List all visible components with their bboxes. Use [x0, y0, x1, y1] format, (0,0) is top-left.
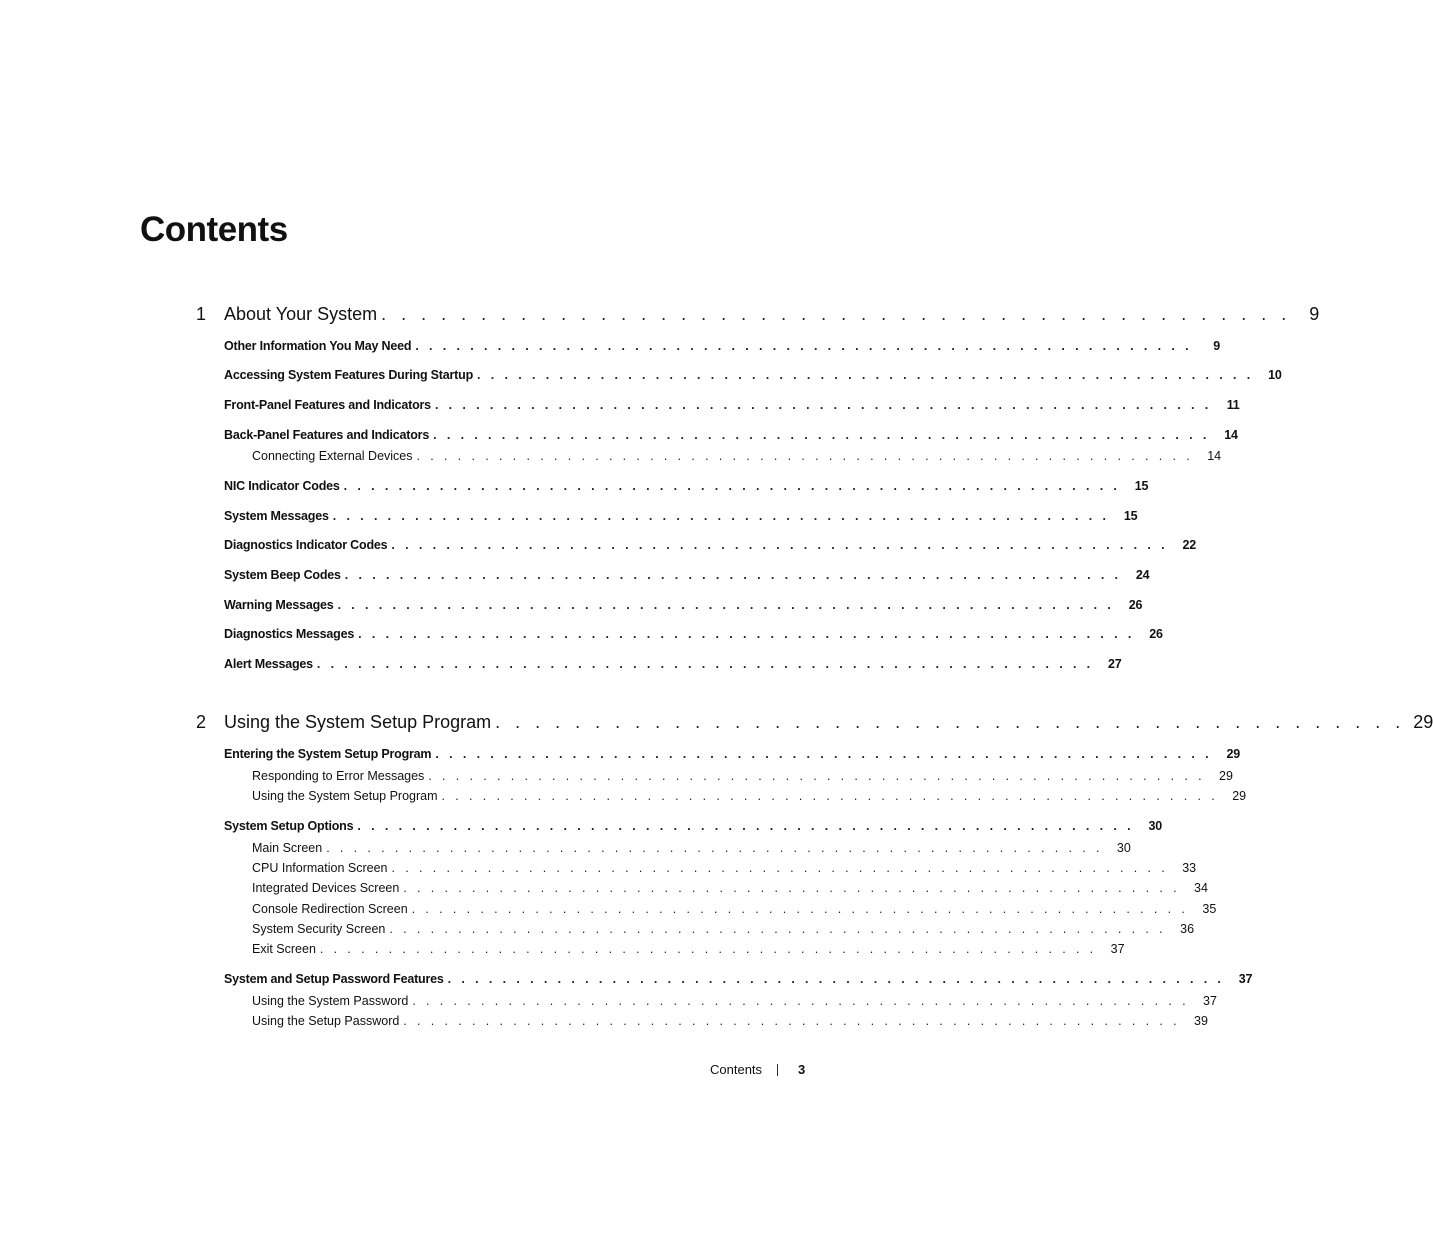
entry-title: System Setup Options — [224, 819, 354, 833]
toc-entry[interactable] — [224, 657, 1122, 675]
dot-leader: . . . . . . . . . . . . . . . . . . . . . . . . . . . . . . . . . . . . . . . . . . . . . . . . . . . . . . . . . — [435, 747, 1212, 761]
chapter-page: 29 — [1413, 712, 1433, 732]
entry-page: 22 — [1182, 538, 1197, 552]
entry-title: System Security Screen — [252, 922, 386, 936]
entry-page: 29 — [1232, 789, 1247, 803]
dot-leader: . . . . . . . . . . . . . . . . . . . . . . . . . . . . . . . . . . . . . . . . . . . . . . . . . . . . . . . . . — [477, 368, 1254, 382]
entry-title: Console Redirection Screen — [252, 902, 408, 916]
entry-title: Diagnostics Messages — [224, 627, 355, 641]
entry-title: Exit Screen — [252, 942, 316, 956]
toc-entry[interactable] — [224, 479, 1149, 497]
entry-title: NIC Indicator Codes — [224, 479, 340, 493]
entry-page: 14 — [1224, 428, 1238, 442]
entry-title: Other Information You May Need — [224, 339, 412, 353]
entry-page: 39 — [1194, 1014, 1208, 1028]
entry-page: 15 — [1123, 509, 1138, 523]
dot-leader: . . . . . . . . . . . . . . . . . . . . . . . . . . . . . . . . . . . . . . . . . . . . . . . . . . . . . . . . . — [412, 994, 1189, 1008]
entry-page: 9 — [1213, 339, 1220, 353]
toc-entry[interactable] — [224, 568, 1150, 586]
entry-page: 29 — [1226, 747, 1240, 761]
dot-leader: . . . . . . . . . . . . . . . . . . . . . . . . . . . . . . . . . . . . . . . . . . . . . . . . . . . . . . . . . — [411, 902, 1189, 916]
toc-subentry[interactable] — [252, 841, 1131, 859]
entry-title: Back-Panel Features and Indicators — [224, 428, 430, 442]
entry-page: 37 — [1203, 994, 1217, 1008]
entry-title: Using the System Password — [252, 994, 409, 1008]
chapter-title: About Your System — [224, 304, 378, 324]
dot-leader: . . . . . . . . . . . . . . . . . . . . . . . . . . . . . . . . . . . . . . . . . . . . . . . . . . . . . . . . . — [319, 942, 1097, 956]
dot-leader: . . . . . . . . . . . . . . . . . . . . . . . . . . . . . . . . . . . . . . . . . . . . . . . . . . . . . . . . . — [357, 819, 1134, 833]
entry-title: Entering the System Setup Program — [224, 747, 432, 761]
toc-entry[interactable] — [224, 627, 1163, 645]
toc-subentry[interactable] — [252, 994, 1217, 1012]
toc-entry[interactable] — [224, 747, 1240, 765]
dot-leader: . . . . . . . . . . . . . . . . . . . . . . . . . . . . . . . . . . . . . . . . . . . . . . . . . . . . . . . . . — [403, 1014, 1180, 1028]
entry-page: 30 — [1116, 841, 1131, 855]
entry-title: System Messages — [224, 509, 329, 523]
toc-subentry[interactable] — [252, 902, 1217, 920]
entry-title: Connecting External Devices — [252, 449, 413, 463]
dot-leader: . . . . . . . . . . . . . . . . . . . . . . . . . . . . . . . . . . . . . . . . . . . . . . . . . . . . . . . . . — [358, 627, 1135, 641]
dot-leader: . . . . . . . . . . . . . . . . . . . . . . . . . . . . . . . . . . . . . . . . . . . . . . . . . . . . . . . . . — [415, 339, 1192, 353]
footer-label: Contents — [710, 1062, 763, 1077]
chapter-number: 1 — [196, 304, 207, 324]
entry-page: 24 — [1135, 568, 1150, 582]
entry-page: 26 — [1128, 598, 1143, 612]
dot-leader: . . . . . . . . . . . . . . . . . . . . . . . . . . . . . . . . . . . . . . . . . . . . . . . . . . . . . . . . . — [433, 428, 1210, 442]
entry-page: 11 — [1226, 398, 1240, 412]
dot-leader: . . . . . . . . . . . . . . . . . . . . . . . . . . . . . . . . . . . . . . . . . . . . . . . . . . . . . . . . . — [316, 657, 1094, 671]
dot-leader: . . . . . . . . . . . . . . . . . . . . . . . . . . . . . . . . . . . . . . . . . . . . . . . . . . . . . . . . . — [389, 922, 1167, 936]
toc-subentry[interactable] — [252, 942, 1125, 960]
entry-title: CPU Information Screen — [252, 861, 388, 875]
dot-leader: . . . . . . . . . . . . . . . . . . . . . . . . . . . . . . . . . . . . . . . . . . . . . . — [495, 712, 1406, 732]
chapter-number: 2 — [196, 712, 207, 732]
toc-subentry[interactable] — [252, 881, 1208, 899]
entry-page: 36 — [1180, 922, 1195, 936]
dot-leader: . . . . . . . . . . . . . . . . . . . . . . . . . . . . . . . . . . . . . . . . . . . . . . . . . . . . . . . . . — [343, 479, 1121, 493]
entry-title: Warning Messages — [224, 598, 334, 612]
entry-page: 33 — [1182, 861, 1197, 875]
dot-leader: . . . . . . . . . . . . . . . . . . . . . . . . . . . . . . . . . . . . . . . . . . . . . . — [381, 304, 1292, 324]
entry-page: 29 — [1219, 769, 1233, 783]
toc-subentry[interactable] — [252, 449, 1222, 467]
entry-title: Diagnostics Indicator Codes — [224, 538, 388, 552]
entry-title: Using the System Setup Program — [252, 789, 438, 803]
entry-page: 37 — [1110, 942, 1125, 956]
entry-title: Front-Panel Features and Indicators — [224, 398, 431, 412]
toc-entry[interactable] — [224, 819, 1162, 837]
dot-leader: . . . . . . . . . . . . . . . . . . . . . . . . . . . . . . . . . . . . . . . . . . . . . . . . . . . . . . . . . — [391, 861, 1169, 875]
dot-leader: . . . . . . . . . . . . . . . . . . . . . . . . . . . . . . . . . . . . . . . . . . . . . . . . . . . . . . . . . — [428, 769, 1205, 783]
entry-page: 27 — [1108, 657, 1122, 671]
entry-title: System and Setup Password Features — [224, 972, 444, 986]
entry-title: Responding to Error Messages — [252, 769, 425, 783]
entry-title: Using the Setup Password — [252, 1014, 400, 1028]
chapter-title: Using the System Setup Program — [224, 712, 492, 732]
toc-subentry[interactable] — [252, 769, 1233, 787]
entry-page: 37 — [1238, 972, 1253, 986]
dot-leader: . . . . . . . . . . . . . . . . . . . . . . . . . . . . . . . . . . . . . . . . . . . . . . . . . . . . . . . . . — [441, 789, 1219, 803]
chapter-page: 9 — [1309, 304, 1320, 324]
entry-page: 26 — [1149, 627, 1163, 641]
toc-subentry[interactable] — [252, 861, 1197, 879]
toc-subentry[interactable] — [252, 789, 1247, 807]
entry-page: 30 — [1148, 819, 1162, 833]
page-number: 3 — [798, 1062, 806, 1077]
dot-leader: . . . . . . . . . . . . . . . . . . . . . . . . . . . . . . . . . . . . . . . . . . . . . . . . . . . . . . . . . — [344, 568, 1122, 582]
toc-entry[interactable] — [224, 398, 1240, 416]
chapter-1-heading[interactable] — [196, 304, 1320, 328]
entry-page: 35 — [1202, 902, 1217, 916]
dot-leader: . . . . . . . . . . . . . . . . . . . . . . . . . . . . . . . . . . . . . . . . . . . . . . . . . . . . . . . . . — [403, 881, 1180, 895]
toc-subentry[interactable] — [252, 1014, 1208, 1032]
dot-leader: . . . . . . . . . . . . . . . . . . . . . . . . . . . . . . . . . . . . . . . . . . . . . . . . . . . . . . . . . — [434, 398, 1212, 412]
dot-leader: . . . . . . . . . . . . . . . . . . . . . . . . . . . . . . . . . . . . . . . . . . . . . . . . . . . . . . . . . — [337, 598, 1115, 612]
dot-leader: . . . . . . . . . . . . . . . . . . . . . . . . . . . . . . . . . . . . . . . . . . . . . . . . . . . . . . . . . — [326, 841, 1103, 855]
entry-title: Integrated Devices Screen — [252, 881, 400, 895]
entry-page: 14 — [1207, 449, 1222, 463]
dot-leader: . . . . . . . . . . . . . . . . . . . . . . . . . . . . . . . . . . . . . . . . . . . . . . . . . . . . . . . . . — [332, 509, 1110, 523]
entry-page: 34 — [1194, 881, 1208, 895]
entry-title: Alert Messages — [224, 657, 313, 671]
toc-entry[interactable] — [224, 538, 1197, 556]
toc-entry[interactable] — [224, 339, 1220, 357]
entry-page: 15 — [1134, 479, 1149, 493]
toc-entry[interactable] — [224, 368, 1282, 386]
chapter-2-heading[interactable] — [196, 712, 1433, 736]
dot-leader: . . . . . . . . . . . . . . . . . . . . . . . . . . . . . . . . . . . . . . . . . . . . . . . . . . . . . . . . . — [416, 449, 1194, 463]
entry-title: Main Screen — [252, 841, 323, 855]
dot-leader: . . . . . . . . . . . . . . . . . . . . . . . . . . . . . . . . . . . . . . . . . . . . . . . . . . . . . . . . . — [391, 538, 1169, 552]
toc-entry[interactable] — [224, 428, 1238, 446]
toc-entry[interactable] — [224, 598, 1143, 616]
toc-subentry[interactable] — [252, 922, 1195, 940]
entry-page: 10 — [1268, 368, 1282, 382]
entry-title: Accessing System Features During Startup — [224, 368, 474, 382]
toc-entry[interactable] — [224, 972, 1253, 990]
toc-entry[interactable] — [224, 509, 1138, 527]
dot-leader: . . . . . . . . . . . . . . . . . . . . . . . . . . . . . . . . . . . . . . . . . . . . . . . . . . . . . . . . . — [447, 972, 1225, 986]
entry-title: System Beep Codes — [224, 568, 341, 582]
page-footer — [710, 1062, 810, 1080]
page-title: Contents — [140, 210, 288, 249]
footer-divider — [777, 1064, 778, 1076]
